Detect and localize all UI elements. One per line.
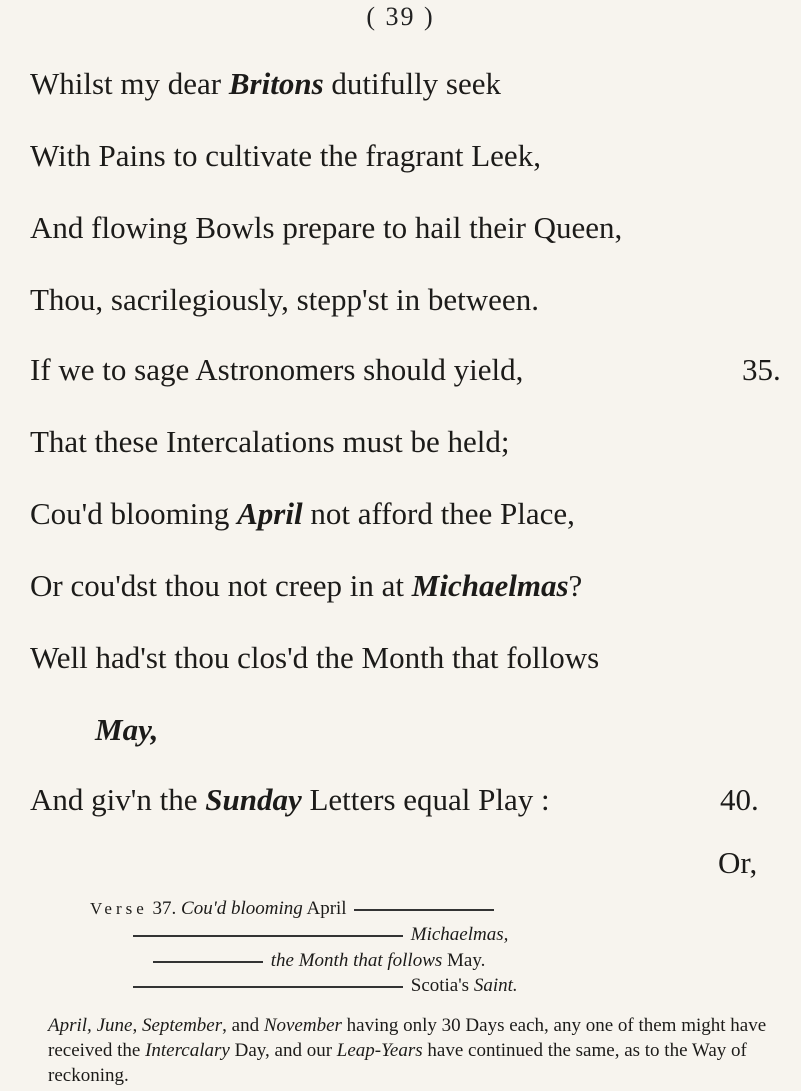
footnote-text: have continued the same, as to the Way of reckoning.	[48, 1040, 747, 1086]
note-line-1	[90, 898, 497, 920]
dash-rule	[153, 961, 263, 963]
footnote-text: ,	[132, 1015, 142, 1036]
dash-rule	[133, 986, 403, 988]
footnote-italic: Intercalary	[145, 1040, 230, 1061]
verse-label: Verse	[90, 899, 148, 918]
poem-text: ?	[568, 568, 583, 603]
poem-line-11	[30, 782, 790, 818]
dash-rule	[133, 935, 403, 937]
note-italic: Saint.	[473, 975, 518, 996]
note-line-2	[130, 924, 508, 946]
footnote-text: , and	[222, 1015, 264, 1036]
poem-line-7	[30, 496, 790, 532]
page-number: ( 39 )	[366, 2, 435, 31]
note-italic: the Month that follows	[270, 950, 443, 971]
footnote-text: Day, and our	[229, 1040, 337, 1061]
poem-line-4: Thou, sacrilegiously, stepp'st in between.	[30, 282, 539, 317]
poem-text: Letters equal Play :	[301, 782, 550, 817]
poem-italic: Sunday	[205, 782, 302, 817]
poem-line-6: That these Intercalations must be held;	[30, 424, 510, 459]
note-line-3	[150, 950, 485, 972]
poem-text: And giv'n the	[30, 782, 206, 817]
note-italic: Michaelmas,	[410, 924, 509, 945]
note-text: Scotia's	[410, 975, 470, 996]
poem-italic: May,	[95, 712, 159, 747]
poem-text: Or cou'dst thou not creep in at	[30, 568, 412, 603]
note-text: April	[306, 898, 347, 919]
poem-italic: Michaelmas	[411, 568, 569, 603]
poem-italic: April	[237, 496, 303, 531]
footnote-italic: June	[96, 1015, 133, 1036]
note-italic: Cou'd blooming	[181, 898, 303, 919]
poem-text: dutifully seek	[323, 66, 502, 101]
poem-line-8	[30, 568, 790, 604]
poem-line-5	[30, 352, 790, 388]
footnote-italic: September	[141, 1015, 223, 1036]
poem-line-2: With Pains to cultivate the fragrant Leek,	[30, 138, 541, 173]
poem-line-1	[30, 66, 790, 102]
poem-text: Whilst my dear	[30, 66, 229, 101]
line-number: 40.	[720, 782, 759, 817]
poem-line-9: Well had'st thou clos'd the Month that follows	[30, 640, 600, 675]
note-line-4	[130, 975, 518, 997]
catchword: Or,	[718, 845, 758, 880]
footnote-italic: November	[263, 1015, 342, 1036]
poem-italic: Britons	[228, 66, 324, 101]
poem-text: If we to sage Astronomers should yield,	[30, 352, 524, 387]
footnote-italic: Leap-Years	[336, 1040, 423, 1061]
note-text: May.	[447, 950, 486, 971]
poem-line-3: And flowing Bowls prepare to hail their Queen,	[30, 210, 623, 245]
verse-number: 37.	[152, 898, 177, 919]
footnote-text: having only 30 Days each, any one of them might have received the	[48, 1015, 767, 1061]
poem-text: Cou'd blooming	[30, 496, 238, 531]
poem-line-10	[95, 712, 801, 748]
footnote-italic: April,	[48, 1015, 92, 1036]
poem-text: not afford thee Place,	[302, 496, 575, 531]
footnote	[48, 1013, 778, 1088]
line-number: 35.	[742, 352, 781, 387]
dash-rule	[354, 909, 494, 911]
